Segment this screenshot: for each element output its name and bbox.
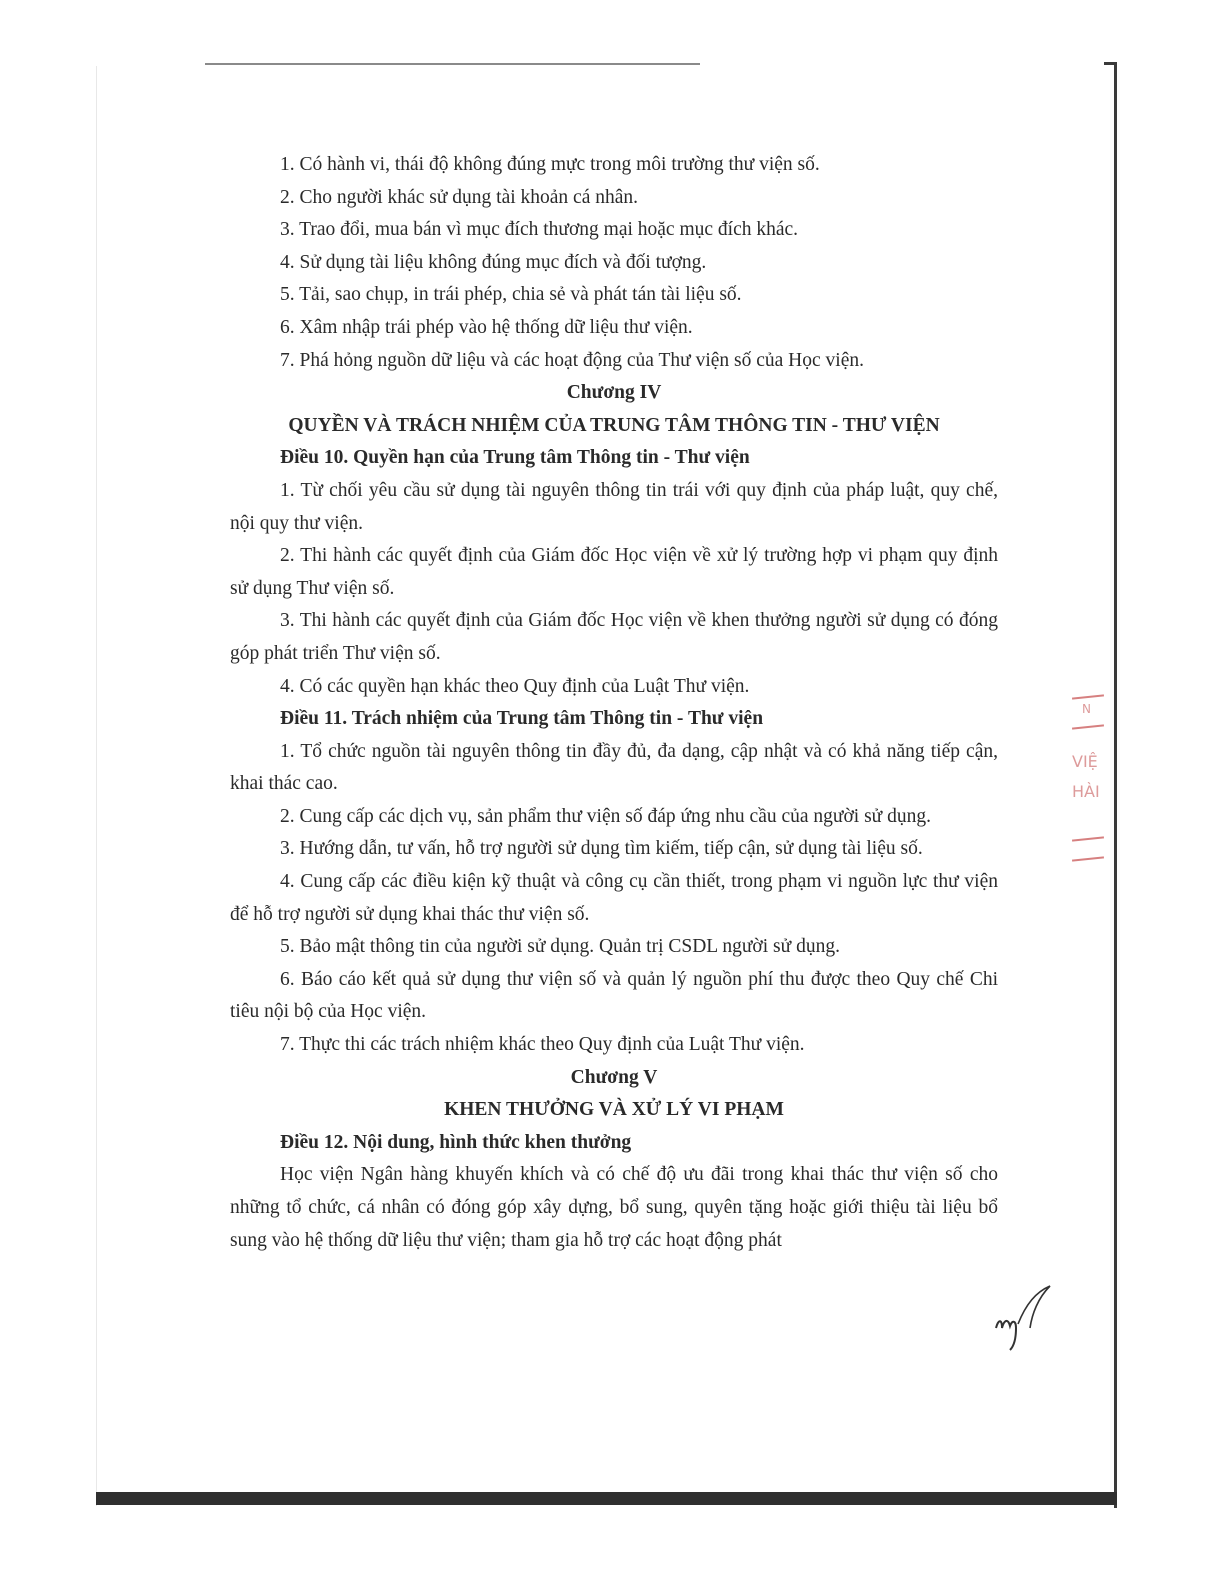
article-12 (230, 1127, 998, 1257)
document-body (230, 149, 998, 1257)
list-item: 4. Cung cấp các điều kiện kỹ thuật và công cụ cần thiết, trong phạm vi nguồn lực thư viện để hỗ trợ người sử dụng khai thác thư viện số. (230, 871, 998, 925)
list-item: 4. Có các quyền hạn khác theo Quy định của Luật Thư viện. (280, 675, 750, 697)
initials-signature (992, 1284, 1056, 1354)
article-10-heading: Điều 10. Quyền hạn của Trung tâm Thông tin - Thư viện (280, 447, 750, 469)
list-item: 1. Tổ chức nguồn tài nguyên thông tin đầy đủ, đa dạng, cập nhật và có khả năng tiếp cận, khai thác cao. (230, 740, 998, 795)
article-12-paragraph: Học viện Ngân hàng khuyến khích và có chế độ ưu đãi trong khai thác thư viện số cho những tổ chức, cá nhân có đóng góp xây dựng, bổ sung, quyên tặng hoặc giới thiệu tài liệu bổ sung vào hệ thống dữ liệu thư viện; tham gia hỗ trợ các hoạt động phát (230, 1164, 998, 1251)
page-left-edge (96, 66, 97, 1506)
article-11 (230, 703, 998, 1062)
list-item: 6. Báo cáo kết quả sử dụng thư viện số và quản lý nguồn phí thu được theo Quy chế Chi tiêu nội bộ của Học viện. (230, 968, 998, 1023)
list-item: 6. Xâm nhập trái phép vào hệ thống dữ liệu thư viện. (280, 316, 693, 338)
list-item: 1. Có hành vi, thái độ không đúng mực trong môi trường thư viện số. (280, 154, 820, 175)
stamp-text: VIỆ (1072, 752, 1098, 771)
list-item: 5. Bảo mật thông tin của người sử dụng. Quản trị CSDL người sử dụng. (280, 936, 840, 958)
list-item: 3. Hướng dẫn, tư vấn, hỗ trợ người sử dụng tìm kiếm, tiếp cận, sử dụng tài liệu số. (280, 838, 923, 860)
stamp-line (1072, 694, 1104, 699)
chapter-4-label: Chương IV (566, 382, 662, 404)
chapter-5-label: Chương V (570, 1066, 658, 1088)
list-item: 3. Thi hành các quyết định của Giám đốc Học viện về khen thưởng người sử dụng có đóng góp phát triển Thư viện số. (230, 610, 998, 664)
stamp-text: HÀI (1072, 782, 1100, 801)
prohibited-acts-list (230, 149, 998, 377)
stamp-line (1072, 724, 1104, 729)
scan-bottom-band (96, 1492, 1117, 1505)
red-stamp-fragment (1062, 690, 1110, 880)
page-right-edge (1114, 62, 1117, 1508)
stamp-text: N (1082, 702, 1091, 716)
article-12-heading: Điều 12. Nội dung, hình thức khen thưởng (280, 1131, 632, 1153)
list-item: 7. Phá hỏng nguồn dữ liệu và các hoạt động của Thư viện số của Học viện. (280, 349, 864, 371)
list-item: 1. Từ chối yêu cầu sử dụng tài nguyên thông tin trái với quy định của pháp luật, quy chế, nội quy thư viện. (230, 479, 998, 534)
chapter-5-title: KHEN THƯỞNG VÀ XỬ LÝ VI PHẠM (444, 1099, 784, 1121)
list-item: 2. Cho người khác sử dụng tài khoản cá nhân. (280, 186, 639, 208)
article-10 (230, 442, 998, 703)
article-11-heading: Điều 11. Trách nhiệm của Trung tâm Thông tin - Thư viện (280, 708, 764, 730)
list-item: 7. Thực thi các trách nhiệm khác theo Quy định của Luật Thư viện. (280, 1034, 805, 1056)
list-item: 3. Trao đổi, mua bán vì mục đích thương mại hoặc mục đích khác. (280, 219, 799, 241)
stamp-line (1072, 856, 1104, 861)
list-item: 2. Thi hành các quyết định của Giám đốc Học viện về xử lý trường hợp vi phạm quy định sử dụng Thư viện số. (230, 545, 998, 599)
list-item: 5. Tải, sao chụp, in trái phép, chia sẻ và phát tán tài liệu số. (280, 284, 742, 306)
chapter-4-title: QUYỀN VÀ TRÁCH NHIỆM CỦA TRUNG TÂM THÔNG TIN - THƯ VIỆN (288, 414, 940, 436)
list-item: 2. Cung cấp các dịch vụ, sản phẩm thư viện số đáp ứng nhu cầu của người sử dụng. (280, 805, 931, 827)
top-rule (205, 63, 700, 65)
stamp-line (1072, 836, 1104, 841)
page-corner-tick (1104, 62, 1116, 65)
list-item: 4. Sử dụng tài liệu không đúng mục đích và đối tượng. (280, 251, 707, 273)
